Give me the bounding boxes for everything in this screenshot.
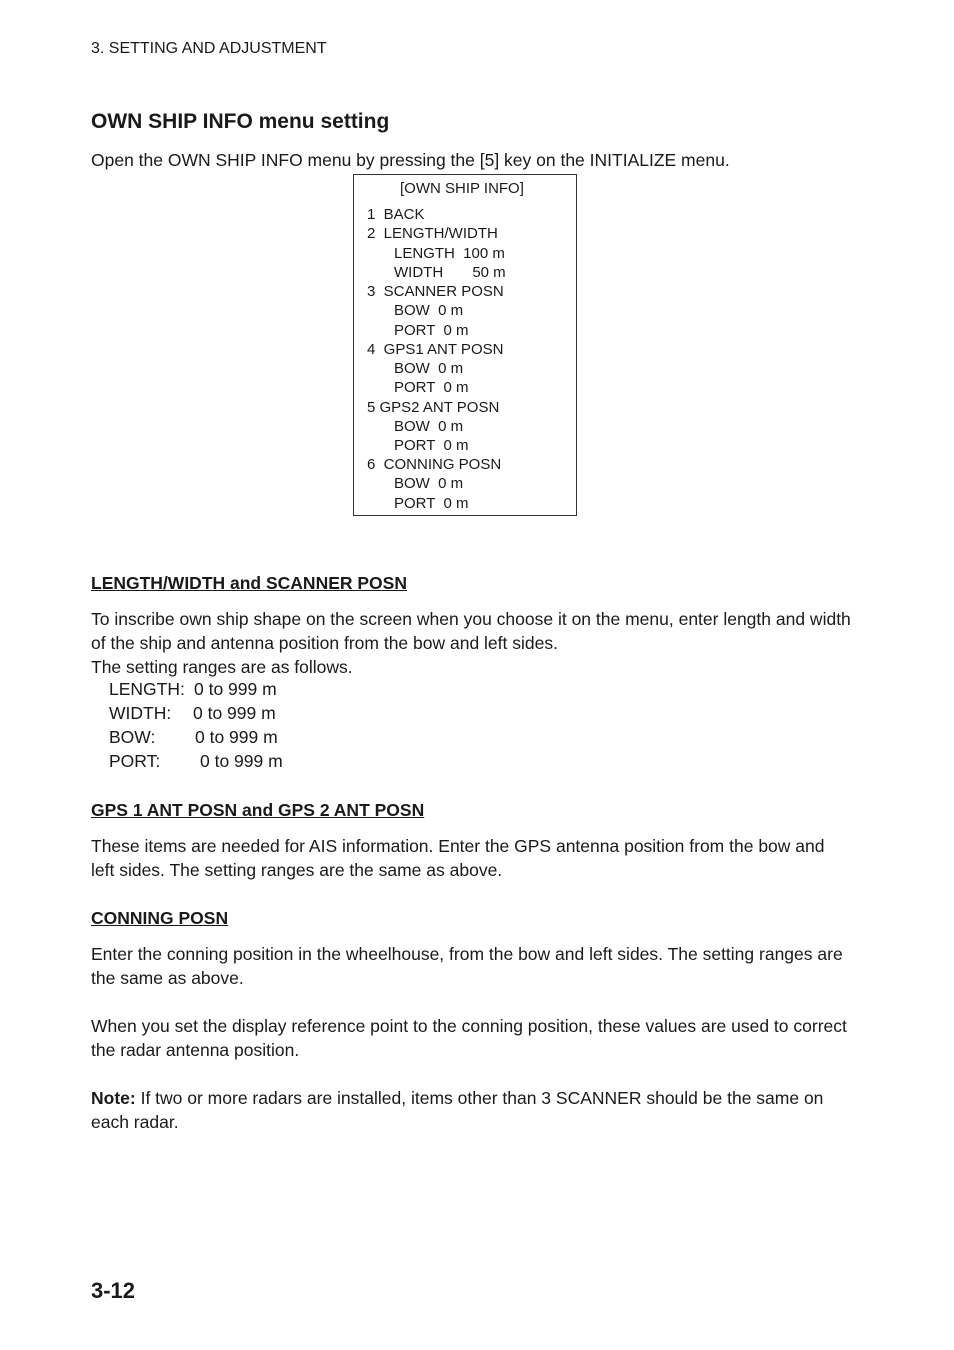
- menu-value-conning-bow: BOW 0 m: [394, 475, 464, 492]
- conning-paragraph: Enter the conning position in the wheelhouse, from the bow and left sides. The setting ranges are the same as above.: [91, 944, 843, 988]
- subheading-conning-posn: CONNING POSN: [91, 908, 229, 928]
- range-value-port: 0 to 999 m: [200, 751, 283, 771]
- menu-value-conning-port: PORT 0 m: [394, 495, 469, 512]
- ranges-intro: The setting ranges are as follows.: [91, 657, 353, 677]
- menu-value-length: LENGTH 100 m: [394, 245, 505, 262]
- range-value-length: 0 to 999 m: [194, 679, 277, 699]
- menu-value-gps1-bow: BOW 0 m: [394, 360, 464, 377]
- note-label: Note:: [91, 1088, 136, 1108]
- range-label-port: PORT:: [109, 751, 161, 771]
- page-number: 3-12: [91, 1278, 136, 1303]
- menu-item-gps2-ant-posn: 5 GPS2 ANT POSN: [367, 399, 500, 416]
- note-paragraph: [91, 1086, 851, 1134]
- own-ship-info-menu: [353, 174, 577, 516]
- menu-item-conning-posn: 6 CONNING POSN: [367, 456, 502, 473]
- range-label-bow: BOW:: [109, 727, 156, 747]
- range-label-width: WIDTH:: [109, 703, 172, 723]
- menu-item-back: 1 BACK: [367, 206, 425, 223]
- menu-value-width: WIDTH 50 m: [394, 264, 506, 281]
- range-value-bow: 0 to 999 m: [195, 727, 278, 747]
- menu-value-scanner-port: PORT 0 m: [394, 322, 469, 339]
- length-width-paragraph: To inscribe own ship shape on the screen when you choose it on the menu, enter length and width of the ship and antenna position from the bow and left sides.: [91, 609, 851, 653]
- menu-item-gps1-ant-posn: 4 GPS1 ANT POSN: [367, 341, 504, 358]
- note-text: If two or more radars are installed, items other than 3 SCANNER should be the same on each radar.: [91, 1088, 824, 1132]
- menu-item-length-width: 2 LENGTH/WIDTH: [367, 225, 498, 242]
- gps-ant-paragraph: These items are needed for AIS information. Enter the GPS antenna position from the bow and left sides. The setting ranges are the same as above.: [91, 836, 825, 880]
- menu-value-gps2-bow: BOW 0 m: [394, 418, 464, 435]
- menu-value-gps1-port: PORT 0 m: [394, 379, 469, 396]
- range-value-width: 0 to 999 m: [193, 703, 276, 723]
- subheading-gps-ant-posn: GPS 1 ANT POSN and GPS 2 ANT POSN: [91, 800, 425, 820]
- reference-point-paragraph: When you set the display reference point to the conning position, these values are used to correct the radar antenna position.: [91, 1016, 847, 1060]
- menu-title: [OWN SHIP INFO]: [400, 180, 524, 197]
- section-title: OWN SHIP INFO menu setting: [91, 110, 390, 133]
- menu-value-scanner-bow: BOW 0 m: [394, 302, 464, 319]
- menu-item-scanner-posn: 3 SCANNER POSN: [367, 283, 504, 300]
- intro-text: Open the OWN SHIP INFO menu by pressing the [5] key on the INITIALIZE menu.: [91, 150, 730, 170]
- running-header: 3. SETTING AND ADJUSTMENT: [91, 40, 327, 57]
- menu-value-gps2-port: PORT 0 m: [394, 437, 469, 454]
- subheading-length-width: LENGTH/WIDTH and SCANNER POSN: [91, 573, 407, 593]
- range-label-length: LENGTH:: [109, 679, 185, 699]
